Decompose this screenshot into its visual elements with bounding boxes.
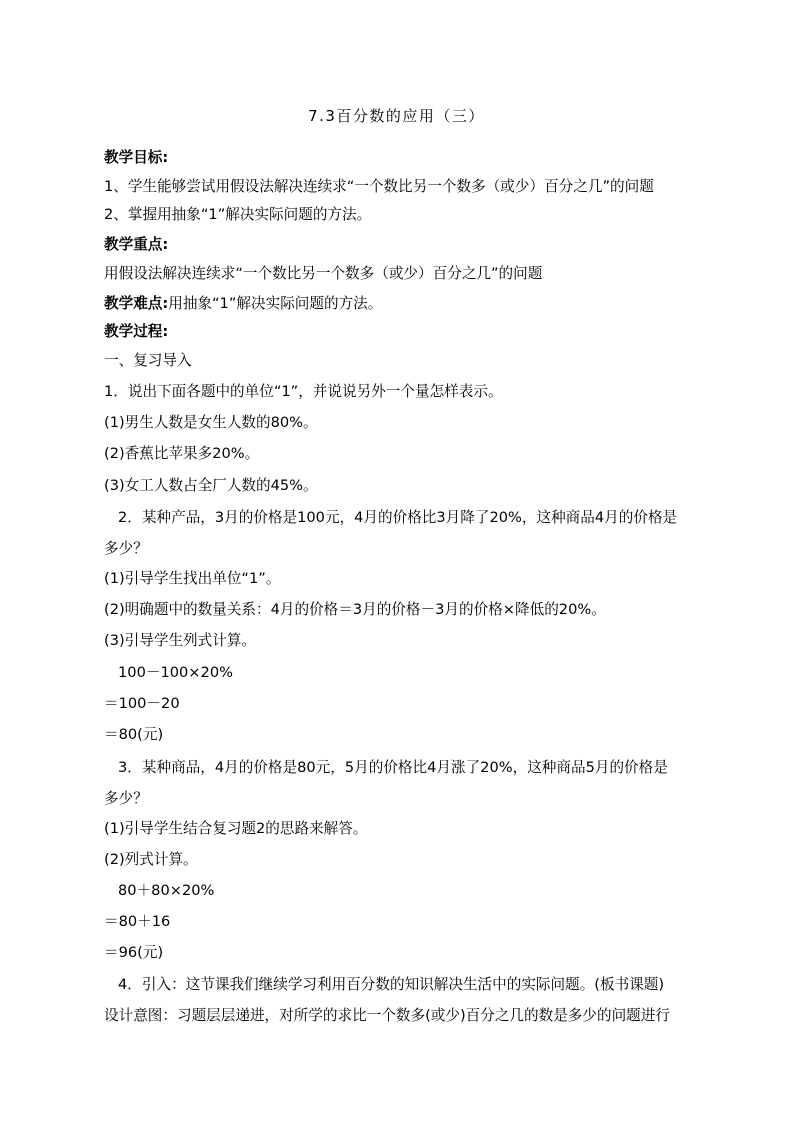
difficulty-heading: 教学难点: bbox=[104, 295, 169, 312]
question-1-item-c: (3)女工人数占全厂人数的45%。 bbox=[104, 477, 318, 494]
question-3-calc-2: ＝80＋16 bbox=[104, 913, 171, 930]
difficulty-line bbox=[104, 292, 382, 316]
question-3-line-1: 3．某种商品，4月的价格是80元，5月的价格比4月涨了20%，这种商品5月的价格是 bbox=[118, 759, 668, 776]
objective-2: 2、掌握用抽象“1”解决实际问题的方法。 bbox=[104, 206, 372, 223]
section-1-heading: 一、复习导入 bbox=[104, 352, 192, 369]
question-2-item-c: (3)引导学生列式计算。 bbox=[104, 632, 257, 649]
question-2-calc-2: ＝100－20 bbox=[104, 695, 180, 712]
question-1-item-a: (1)男生人数是女生人数的80%。 bbox=[104, 414, 318, 431]
question-1-item-b: (2)香蕉比苹果多20%。 bbox=[104, 445, 260, 462]
question-3-item-b: (2)列式计算。 bbox=[104, 851, 198, 868]
question-2-item-a: (1)引导学生找出单位“1”。 bbox=[104, 570, 281, 587]
key-point-heading: 教学重点: bbox=[104, 236, 169, 253]
question-3-line-2: 多少？ bbox=[104, 790, 148, 807]
question-4: 4．引入：这节课我们继续学习利用百分数的知识解决生活中的实际问题。(板书课题) bbox=[118, 976, 665, 993]
difficulty-text: 用抽象“1”解决实际问题的方法。 bbox=[168, 295, 383, 312]
document-title: 7.3百分数的应用（三） bbox=[308, 107, 485, 125]
process-heading: 教学过程: bbox=[104, 323, 169, 340]
objective-1: 1、学生能够尝试用假设法解决连续求“一个数比另一个数多（或少）百分之几”的问题 bbox=[104, 178, 654, 195]
question-2-calc-1: 100－100×20% bbox=[118, 664, 233, 681]
question-2-calc-3: ＝80(元) bbox=[104, 726, 164, 743]
question-3-calc-3: ＝96(元) bbox=[104, 944, 164, 961]
objectives-heading: 教学目标: bbox=[104, 149, 169, 166]
question-2-item-b: (2)明确题中的数量关系：4月的价格＝3月的价格－3月的价格×降低的20%。 bbox=[104, 601, 606, 618]
question-2-line-1: 2．某种产品，3月的价格是100元，4月的价格比3月降了20%，这种商品4月的价格是 bbox=[118, 509, 678, 526]
design-intent: 设计意图：习题层层递进，对所学的求比一个数多(或少)百分之几的数是多少的问题进行 bbox=[104, 1007, 670, 1024]
question-2-line-2: 多少？ bbox=[104, 540, 148, 557]
question-3-calc-1: 80＋80×20% bbox=[118, 882, 215, 899]
question-3-item-a: (1)引导学生结合复习题2的思路来解答。 bbox=[104, 820, 368, 837]
question-1: 1．说出下面各题中的单位“1”，并说说另外一个量怎样表示。 bbox=[104, 383, 503, 400]
key-point-text: 用假设法解决连续求“一个数比另一个数多（或少）百分之几”的问题 bbox=[104, 265, 543, 282]
